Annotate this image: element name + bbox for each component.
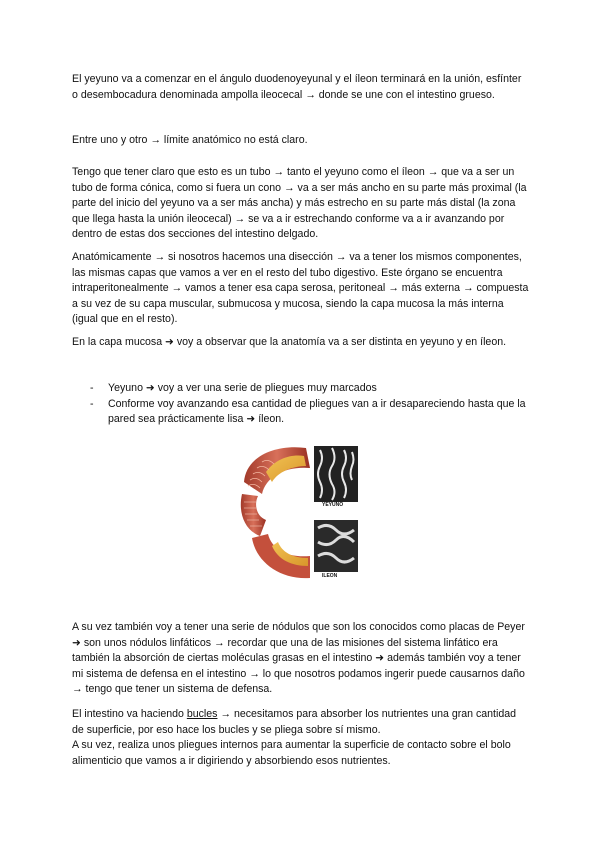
pliegues-list — [90, 381, 530, 428]
list-item — [90, 381, 530, 397]
list-marker: - — [90, 382, 94, 394]
list-item-text: Conforme voy avanzando esa cantidad de pliegues van a ir desapareciendo hasta que la pared sea prácticamente lisa ➜ íleon. — [108, 397, 526, 425]
list-marker: - — [90, 397, 94, 410]
bucles-lead: El intestino va haciendo — [72, 708, 187, 720]
paragraph-tubo-conico: Tengo que tener claro que esto es un tubo → tanto el yeyuno como el íleon → que va a ser un tubo de forma cónica, como si fuera un cono → va a ser más ancho en su parte más proximal (la parte del inicio del yeyuno va a ser más ancha) y más estrecho en su parte más distal (la zona que llega hasta la unión ileocecal) → se va a ir estrechando conforme va a ir avanzando por dentro de estas dos secciones del intestino delgado. — [72, 166, 527, 240]
paragraph-pliegues-internos: A su vez, realiza unos pliegues internos para aumentar la superficie de contacto sobre el bolo alimenticio que vamos a ir digiriendo y absorbiendo esos nutrientes. — [72, 739, 511, 767]
paragraph-limite: Entre uno y otro → límite anatómico no está claro. — [72, 134, 308, 146]
figure-label-yeyuno: YEYUNO — [322, 502, 344, 508]
bucles-rest: → necesitamos para absorber los nutrientes una gran cantidad de superficie, por eso hace los bucles y se pliega sobre sí mismo. — [72, 708, 517, 736]
bucles-underlined: bucles — [186, 708, 218, 720]
list-item-text: Yeyuno ➜ voy a ver una serie de pliegues muy marcados — [108, 382, 377, 394]
loop-segment — [241, 494, 266, 536]
intestine-drawing — [236, 442, 360, 584]
paragraph-yeyuno-ileon: El yeyuno va a comenzar en el ángulo duodenoyeyunal y el íleon terminará en la unión, esfínter o desembocadura denominada ampolla ileocecal → donde se une con el intestino grueso. — [72, 73, 522, 101]
intestine-illustration — [236, 442, 360, 584]
paragraph-placas-peyer: A su vez también voy a tener una serie de nódulos que son los conocidos como placas de Peyer ➜ son unos nódulos linfáticos → recordar que una de las misiones del sistema linfático era también la absorción de ciertas moléculas grasas en el intestino ➜ además también voy a tener mi sistema de defensa en el intestino → lo que nosotros podamos ingerir puede causarnos daño → tengo que tener un sistema de defensa. — [72, 621, 525, 695]
paragraph-bucles — [72, 707, 530, 738]
paragraph-anatomia: Anatómicamente → si nosotros hacemos una disección → va a tener los mismos componentes, las mismas capas que vamos a ver en el resto del tubo digestivo. Este órgano se encuentra intraperitonealmente → vamos a tener esa capa serosa, peritoneal → más externa → compuesta a su vez de su capa muscular, submucosa y mucosa, siendo la capa mucosa la más interna (igual que en el resto). — [72, 251, 529, 325]
paragraph-capa-mucosa: En la capa mucosa ➜ voy a observar que la anatomía va a ser distinta en yeyuno y en íleon. — [72, 336, 507, 348]
list-item — [90, 397, 530, 428]
figure-label-ileon: ILEON — [322, 573, 338, 579]
